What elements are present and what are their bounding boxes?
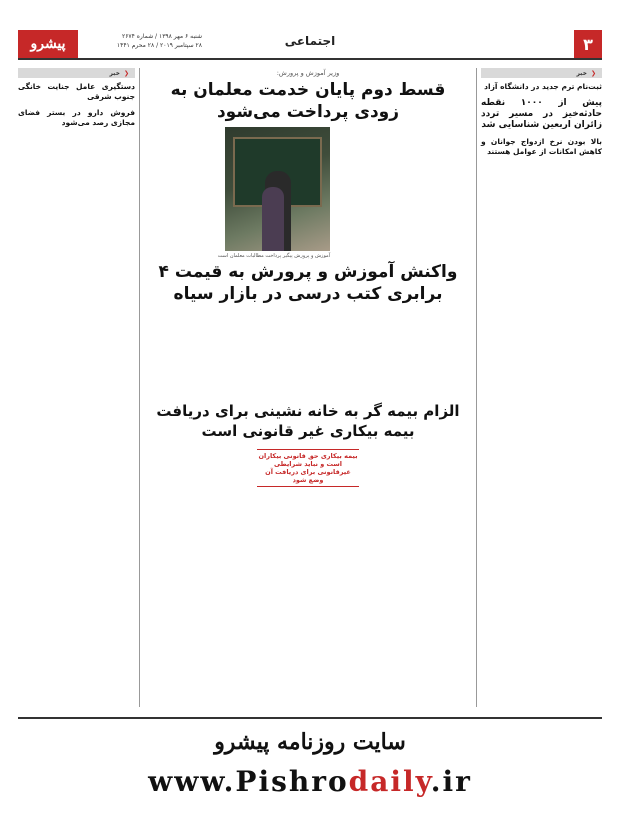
student-figure <box>262 187 284 251</box>
issue-info <box>82 32 202 50</box>
story-2-headline: واکنش آموزش و پرورش به قیمت ۴ برابری کتب درسی در بازار سیاه <box>158 262 458 304</box>
right-story-1 <box>481 82 602 92</box>
story-1-headline: قسط دوم پایان خدمت معلمان به زودی پرداخت می‌شود <box>170 80 446 122</box>
masthead <box>18 30 602 60</box>
right-story-3-title: بالا بودن نرخ ازدواج جوانان و کاهش امکانات از عوامل هستند <box>481 137 602 156</box>
story-1-text <box>336 127 468 251</box>
banner-title: سایت روزنامه پیشرو <box>214 729 406 755</box>
classroom-photo <box>225 127 331 251</box>
story-3-col-3 <box>148 445 251 529</box>
story-1-kicker: وزیر آموزش و پرورش: <box>276 69 340 77</box>
website-banner[interactable] <box>18 717 602 817</box>
story-3-headline: الزام بیمه گر به خانه نشینی برای دریافت بیمه بیکاری غیر قانونی است <box>156 402 460 440</box>
newspaper-logo: پیشرو <box>18 30 78 58</box>
photo-caption: آموزش و پرورش پیگیر پرداخت مطالبات معلمان است <box>217 253 331 259</box>
left-story-1 <box>18 82 135 102</box>
left-news-column <box>18 68 140 707</box>
story-2-col-3 <box>148 309 251 393</box>
banner-url[interactable] <box>18 765 602 798</box>
banner-url-suffix: .ir <box>430 765 472 798</box>
story-3-col-1 <box>365 445 468 529</box>
right-story-2-title: پیش از ۱۰۰۰ نقطه حادثه‌خیز در مسیر تردد زائران اربعین شناسایی شد <box>481 98 602 130</box>
story-3-col-2 <box>257 445 360 529</box>
issue-line-1: شنبه ۶ مهر ۱۳۹۸ / شماره ۲۶۷۴ <box>121 33 202 40</box>
story-1-photo-block <box>148 127 331 259</box>
section-title: اجتماعی <box>284 34 336 48</box>
chevron-icon: ❮ <box>590 69 596 77</box>
right-story-1-title: ثبت‌نام ترم جدید در دانشگاه آزاد <box>484 82 602 91</box>
page-number: ۳ <box>574 30 602 58</box>
issue-line-2: ۲۸ سپتامبر ۲۰۱۹ / ۲۸ محرم ۱۴۴۱ <box>116 42 202 49</box>
left-column-header <box>18 68 135 78</box>
story-2-col-1 <box>365 309 468 393</box>
main-column <box>148 68 468 707</box>
right-story-2 <box>481 98 602 131</box>
story-2-columns <box>148 309 468 393</box>
story-3-columns <box>148 445 468 529</box>
story-3 <box>148 401 468 529</box>
right-column-header-label: خبر <box>576 69 587 77</box>
story-3-pullquote: بیمه بیکاری حق قانونی بیکاران است و نباید شرایطی غیرقانونی برای دریافت آن وضع شود <box>257 449 360 487</box>
left-story-2-title: فروش دارو در بستر فضای مجازی رصد می‌شود <box>18 108 135 127</box>
banner-url-accent: daily <box>348 765 431 798</box>
left-story-2 <box>18 108 135 128</box>
story-1-body <box>148 127 468 259</box>
left-column-header-label: خبر <box>109 69 120 77</box>
chevron-icon: ❮ <box>123 69 129 77</box>
right-story-3 <box>481 137 602 157</box>
right-column-header <box>481 68 602 78</box>
right-news-column <box>476 68 602 707</box>
story-2-col-2 <box>257 309 360 393</box>
story-2 <box>148 261 468 393</box>
banner-url-prefix: www.Pishro <box>148 765 349 798</box>
left-story-1-title: دستگیری عامل جنایت خانگی جنوب شرقی <box>18 82 135 101</box>
